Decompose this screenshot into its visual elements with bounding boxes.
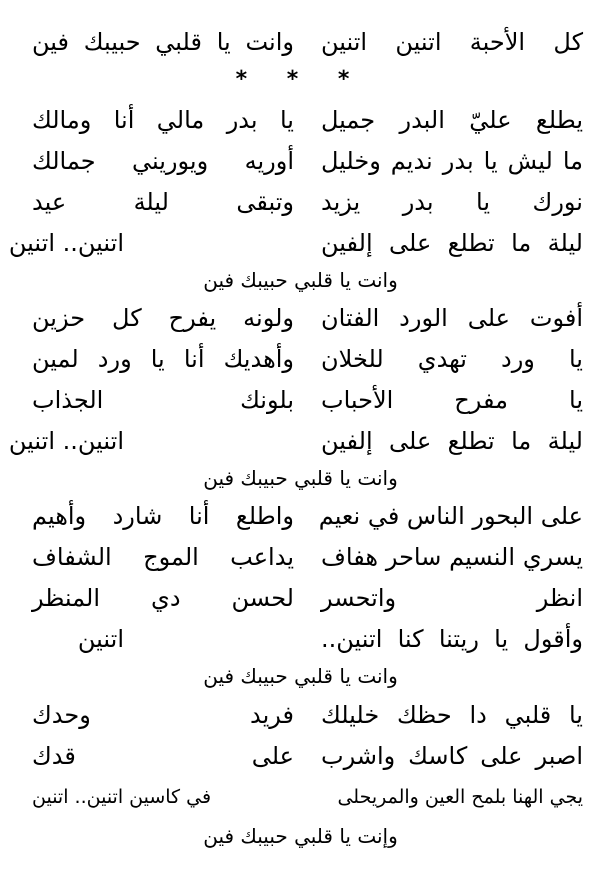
hemistich-left: واطلع أنا شارد وأهيم — [32, 502, 294, 530]
poem-line — [0, 621, 601, 657]
hemistich-right: يا قلبي دا حظك خليلك — [321, 701, 583, 729]
hemistich-left: يداعب الموج الشفاف — [32, 543, 294, 571]
refrain-line: وانت يا قلبي حبيبك فين — [203, 268, 398, 292]
hemistich-right: على البحور الناس في نعيم — [318, 502, 583, 530]
refrain-line: وإنت يا قلبي حبيبك فين — [203, 824, 398, 848]
poem-line — [0, 143, 601, 179]
hemistich-left: أوريه ويوريني جمالك — [32, 147, 294, 175]
hemistich-right: كل الأحبة اتنين اتنين — [321, 28, 583, 56]
poem-line — [0, 697, 601, 733]
hemistich-right: ما ليش يا بدر نديم وخليل — [321, 147, 583, 175]
poem-line — [0, 580, 601, 616]
hemistich-right: انظر واتحسر — [321, 584, 583, 612]
hemistich-left: بلونك الجذاب — [32, 386, 294, 414]
refrain-line: وانت يا قلبي حبيبك فين — [203, 466, 398, 490]
poem-line — [0, 300, 601, 336]
poem-line — [0, 498, 601, 534]
poem-line — [0, 423, 601, 459]
hemistich-right: يطلع عليّ البدر جميل — [321, 106, 583, 134]
refrain-line: وانت يا قلبي حبيبك فين — [203, 664, 398, 688]
hemistich-right: ليلة ما تطلع على إلفين — [321, 229, 583, 257]
poem-line — [0, 738, 601, 774]
hemistich-right: نورك يا بدر يزيد — [321, 188, 583, 216]
hemistich-left: اتنين.. اتنين — [8, 427, 124, 455]
hemistich-left: يا بدر مالي أنا ومالك — [32, 106, 294, 134]
hemistich-left: وتبقى ليلة عيد — [32, 188, 294, 216]
hemistich-right: يسري النسيم ساحر هفاف — [321, 543, 583, 571]
hemistich-left: وانت يا قلبي حبيبك فين — [32, 28, 294, 56]
hemistich-right: يجي الهنا بلمح العين والمريحلى — [337, 786, 583, 808]
poem-line — [0, 184, 601, 220]
stars-separator: * * * — [235, 67, 366, 92]
poem-line — [0, 225, 601, 261]
hemistich-right: وأقول يا ريتنا كنا اتنين.. — [321, 625, 583, 653]
poem-line — [0, 382, 601, 418]
hemistich-right: اصبر على كاسك واشرب — [321, 742, 583, 770]
poem-line — [0, 341, 601, 377]
hemistich-left: فريد وحدك — [32, 701, 294, 729]
poem-line — [0, 539, 601, 575]
hemistich-right: يا ورد تهدي للخلان — [321, 345, 583, 373]
poem-intro-line — [0, 24, 601, 60]
hemistich-left: اتنين.. اتنين — [8, 229, 124, 257]
hemistich-left: اتنين — [77, 625, 124, 653]
hemistich-left: لحسن دي المنظر — [32, 584, 294, 612]
hemistich-left: في كاسين اتنين.. اتنين — [32, 786, 212, 808]
hemistich-left: على قدك — [32, 742, 294, 770]
hemistich-left: ولونه يفرح كل حزين — [32, 304, 294, 332]
hemistich-left: وأهديك أنا يا ورد لمين — [32, 345, 294, 373]
hemistich-right: ليلة ما تطلع على إلفين — [321, 427, 583, 455]
hemistich-right: أفوت على الورد الفتان — [321, 304, 583, 332]
poem-line — [0, 779, 601, 815]
hemistich-right: يا مفرح الأحباب — [321, 386, 583, 414]
poem-line — [0, 102, 601, 138]
